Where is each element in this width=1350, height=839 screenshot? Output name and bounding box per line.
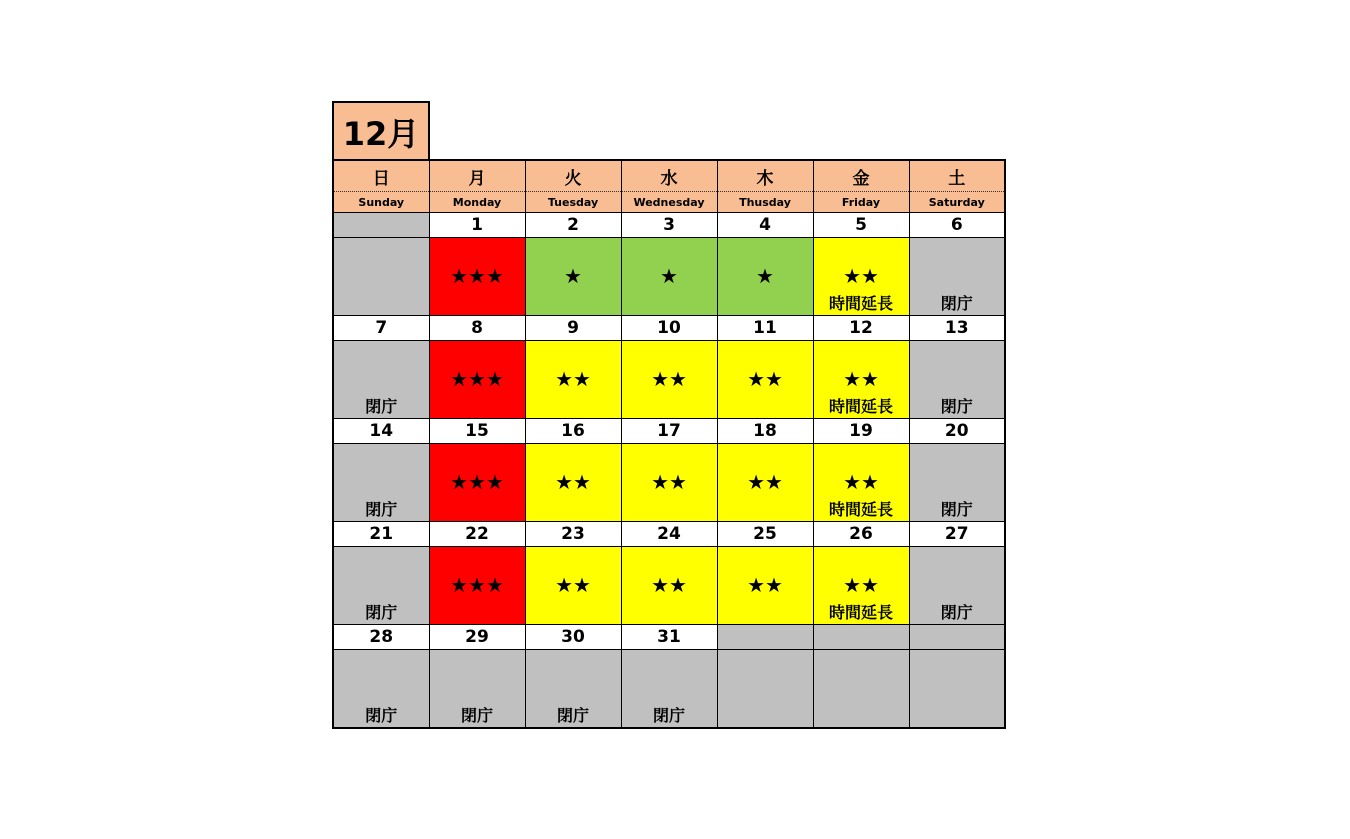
weekday-en: Friday bbox=[813, 192, 909, 213]
day-cell bbox=[621, 444, 717, 522]
day-cell bbox=[717, 341, 813, 419]
day-number: 2 bbox=[525, 213, 621, 238]
congestion-stars: ★ bbox=[756, 264, 774, 288]
day-note: 閉庁 bbox=[365, 706, 398, 725]
week-body-row bbox=[333, 547, 1005, 625]
day-note: 閉庁 bbox=[940, 603, 973, 622]
weekday-en: Thusday bbox=[717, 192, 813, 213]
day-number bbox=[813, 625, 909, 650]
day-cell bbox=[909, 444, 1005, 522]
day-cell bbox=[333, 341, 429, 419]
day-note: 閉庁 bbox=[940, 397, 973, 416]
congestion-stars: ★★ bbox=[843, 367, 879, 391]
weekday-en: Saturday bbox=[909, 192, 1005, 213]
congestion-stars: ★★★ bbox=[450, 367, 504, 391]
congestion-stars: ★★ bbox=[555, 470, 591, 494]
day-number: 25 bbox=[717, 522, 813, 547]
day-cell bbox=[525, 238, 621, 316]
month-title: 12月 bbox=[332, 101, 430, 161]
day-number: 16 bbox=[525, 419, 621, 444]
calendar-grid bbox=[332, 159, 1006, 729]
day-cell bbox=[429, 547, 525, 625]
day-cell bbox=[909, 650, 1005, 729]
week-body-row bbox=[333, 650, 1005, 729]
day-note: 時間延長 bbox=[828, 397, 893, 416]
day-number: 26 bbox=[813, 522, 909, 547]
day-cell bbox=[525, 341, 621, 419]
day-note: 閉庁 bbox=[556, 706, 589, 725]
day-note: 時間延長 bbox=[828, 603, 893, 622]
day-cell bbox=[621, 341, 717, 419]
congestion-stars: ★★ bbox=[843, 264, 879, 288]
congestion-stars: ★★ bbox=[651, 367, 687, 391]
day-number: 11 bbox=[717, 316, 813, 341]
day-cell bbox=[429, 650, 525, 729]
weekday-en: Sunday bbox=[333, 192, 429, 213]
day-number bbox=[909, 625, 1005, 650]
weekday-jp: 日 bbox=[333, 160, 429, 192]
week-date-row bbox=[333, 213, 1005, 238]
day-cell bbox=[813, 341, 909, 419]
congestion-stars: ★★ bbox=[747, 367, 783, 391]
week-date-row bbox=[333, 419, 1005, 444]
day-number: 8 bbox=[429, 316, 525, 341]
day-cell bbox=[813, 444, 909, 522]
day-number: 3 bbox=[621, 213, 717, 238]
day-number: 21 bbox=[333, 522, 429, 547]
day-number: 30 bbox=[525, 625, 621, 650]
day-cell bbox=[717, 650, 813, 729]
day-cell bbox=[717, 238, 813, 316]
weekday-jp: 木 bbox=[717, 160, 813, 192]
day-number: 18 bbox=[717, 419, 813, 444]
day-cell bbox=[525, 444, 621, 522]
day-number: 1 bbox=[429, 213, 525, 238]
week-body-row bbox=[333, 238, 1005, 316]
congestion-stars: ★★ bbox=[555, 367, 591, 391]
weekday-en: Monday bbox=[429, 192, 525, 213]
day-number: 24 bbox=[621, 522, 717, 547]
day-number: 10 bbox=[621, 316, 717, 341]
week-date-row bbox=[333, 625, 1005, 650]
day-number: 13 bbox=[909, 316, 1005, 341]
congestion-stars: ★ bbox=[564, 264, 582, 288]
congestion-stars: ★★ bbox=[747, 470, 783, 494]
day-cell bbox=[429, 238, 525, 316]
day-note: 時間延長 bbox=[828, 500, 893, 519]
day-cell bbox=[813, 650, 909, 729]
day-cell bbox=[621, 650, 717, 729]
day-cell bbox=[717, 547, 813, 625]
day-number: 29 bbox=[429, 625, 525, 650]
congestion-stars: ★★ bbox=[651, 470, 687, 494]
day-number: 27 bbox=[909, 522, 1005, 547]
day-cell bbox=[333, 547, 429, 625]
day-note: 閉庁 bbox=[940, 500, 973, 519]
day-cell bbox=[717, 444, 813, 522]
weekday-header-en bbox=[333, 192, 1005, 213]
congestion-stars: ★★ bbox=[843, 470, 879, 494]
congestion-stars: ★★★ bbox=[450, 573, 504, 597]
day-note: 閉庁 bbox=[365, 500, 398, 519]
weekday-header-jp bbox=[333, 160, 1005, 192]
day-note: 閉庁 bbox=[652, 706, 685, 725]
weekday-jp: 水 bbox=[621, 160, 717, 192]
congestion-stars: ★★★ bbox=[450, 470, 504, 494]
weekday-en: Wednesday bbox=[621, 192, 717, 213]
day-cell bbox=[525, 547, 621, 625]
day-note: 閉庁 bbox=[460, 706, 493, 725]
weekday-jp: 月 bbox=[429, 160, 525, 192]
day-cell bbox=[813, 547, 909, 625]
day-cell bbox=[909, 238, 1005, 316]
day-cell bbox=[621, 238, 717, 316]
day-number: 15 bbox=[429, 419, 525, 444]
day-number bbox=[333, 213, 429, 238]
day-number: 22 bbox=[429, 522, 525, 547]
day-number: 31 bbox=[621, 625, 717, 650]
day-number: 6 bbox=[909, 213, 1005, 238]
congestion-stars: ★ bbox=[660, 264, 678, 288]
day-note: 閉庁 bbox=[940, 294, 973, 313]
day-number: 17 bbox=[621, 419, 717, 444]
day-cell bbox=[909, 547, 1005, 625]
congestion-stars: ★★ bbox=[843, 573, 879, 597]
day-number: 9 bbox=[525, 316, 621, 341]
week-body-row bbox=[333, 341, 1005, 419]
week-date-row bbox=[333, 316, 1005, 341]
day-note: 閉庁 bbox=[365, 397, 398, 416]
day-cell bbox=[813, 238, 909, 316]
weekday-jp: 火 bbox=[525, 160, 621, 192]
day-cell bbox=[333, 650, 429, 729]
congestion-stars: ★★ bbox=[747, 573, 783, 597]
congestion-stars: ★★ bbox=[555, 573, 591, 597]
calendar-body bbox=[333, 160, 1005, 728]
day-cell bbox=[333, 238, 429, 316]
day-cell bbox=[525, 650, 621, 729]
day-cell bbox=[621, 547, 717, 625]
day-note: 閉庁 bbox=[365, 603, 398, 622]
day-cell bbox=[909, 341, 1005, 419]
day-number: 14 bbox=[333, 419, 429, 444]
weekday-en: Tuesday bbox=[525, 192, 621, 213]
day-number bbox=[717, 625, 813, 650]
congestion-stars: ★★★ bbox=[450, 264, 504, 288]
day-number: 7 bbox=[333, 316, 429, 341]
day-note: 時間延長 bbox=[828, 294, 893, 313]
week-body-row bbox=[333, 444, 1005, 522]
day-number: 5 bbox=[813, 213, 909, 238]
day-cell bbox=[333, 444, 429, 522]
day-number: 28 bbox=[333, 625, 429, 650]
weekday-jp: 土 bbox=[909, 160, 1005, 192]
day-number: 4 bbox=[717, 213, 813, 238]
day-number: 20 bbox=[909, 419, 1005, 444]
congestion-stars: ★★ bbox=[651, 573, 687, 597]
day-cell bbox=[429, 341, 525, 419]
day-number: 19 bbox=[813, 419, 909, 444]
week-date-row bbox=[333, 522, 1005, 547]
weekday-jp: 金 bbox=[813, 160, 909, 192]
day-number: 23 bbox=[525, 522, 621, 547]
day-cell bbox=[429, 444, 525, 522]
day-number: 12 bbox=[813, 316, 909, 341]
